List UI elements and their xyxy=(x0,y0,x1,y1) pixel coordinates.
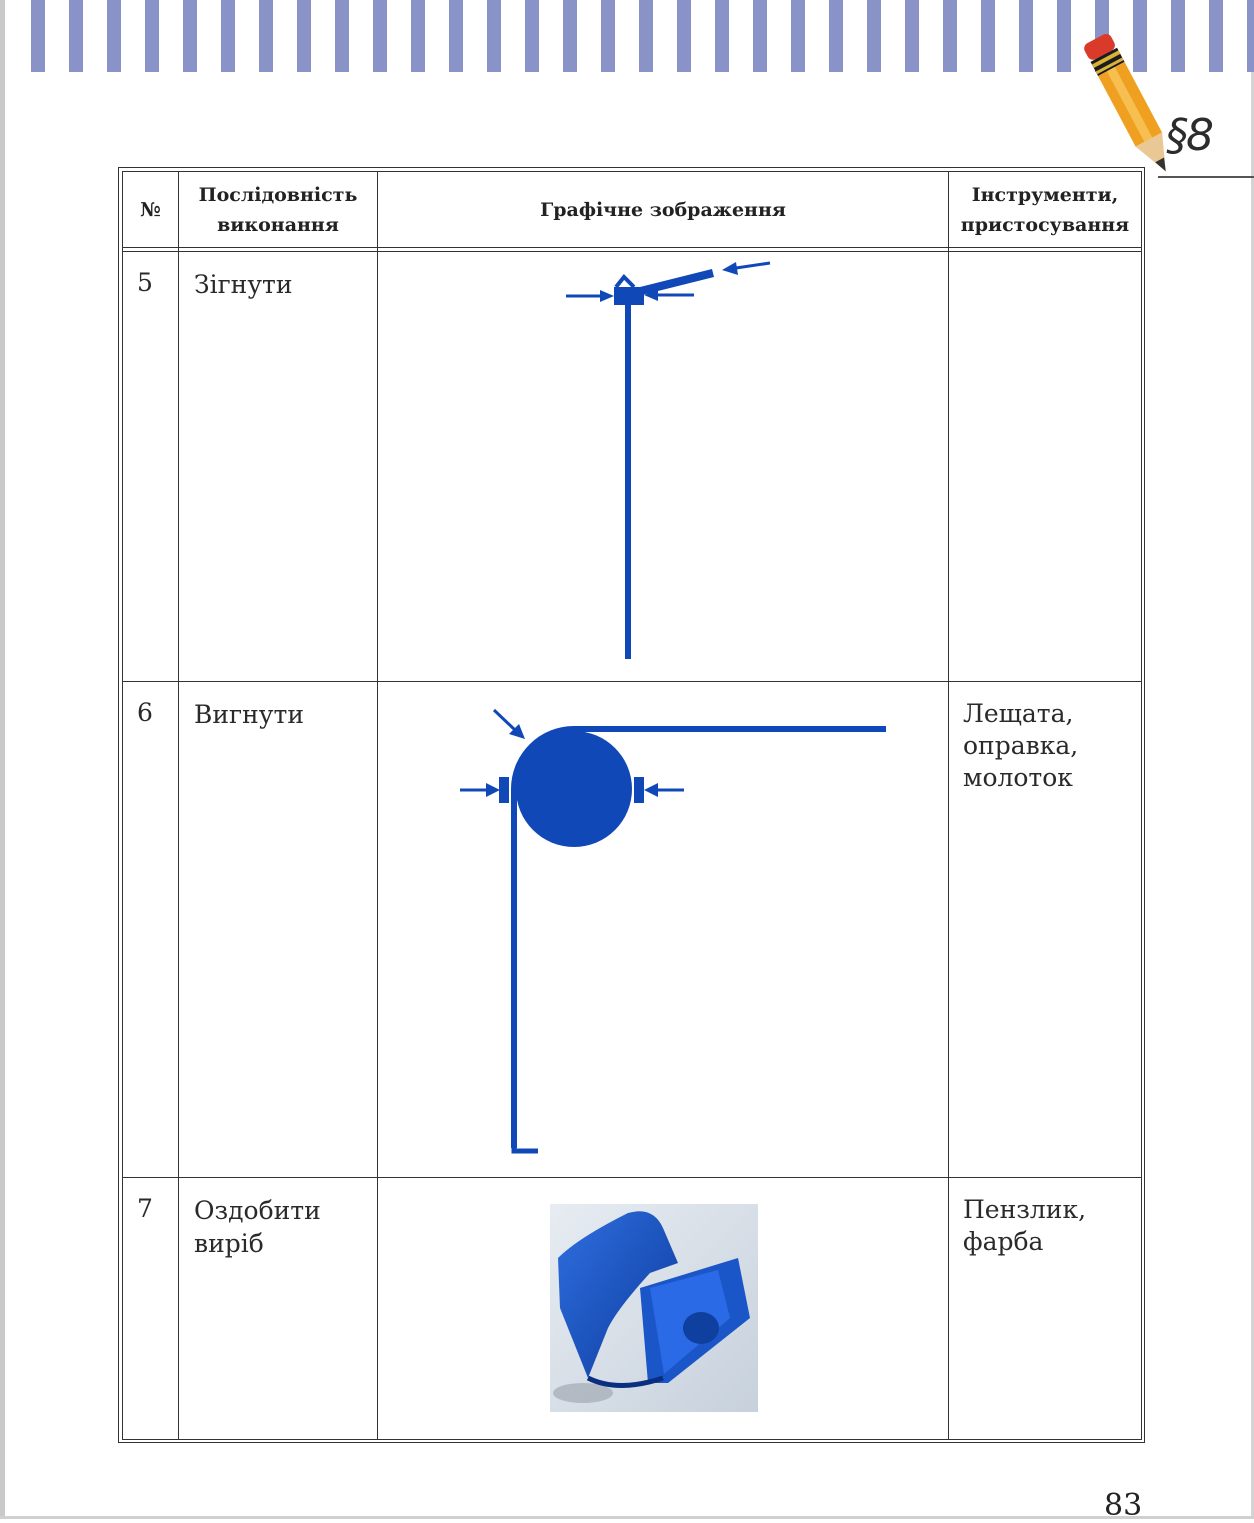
row-step-cell xyxy=(179,682,378,1178)
row-number: 7 xyxy=(137,1194,153,1223)
table-row xyxy=(123,682,1142,1178)
header-stripes xyxy=(31,0,1254,72)
row-number-cell xyxy=(123,252,179,682)
finished-product-photo xyxy=(378,1178,947,1438)
process-table xyxy=(122,171,1142,1440)
bend-diagram xyxy=(378,252,947,680)
row-step-cell xyxy=(179,252,378,682)
header-graphic: Графічне зображення xyxy=(378,172,949,248)
row-tools xyxy=(949,252,1141,268)
header-sequence xyxy=(179,172,378,248)
row-number: 6 xyxy=(137,698,153,727)
header-number: № xyxy=(123,172,179,248)
row-graphic-cell xyxy=(378,682,949,1178)
table-row xyxy=(123,1178,1142,1440)
header-sequence-text: Послідовність виконання xyxy=(198,183,358,236)
row-step-cell xyxy=(179,1178,378,1440)
row-step: Зігнути xyxy=(194,270,293,299)
row-step: Вигнути xyxy=(194,700,304,729)
row-number-cell xyxy=(123,682,179,1178)
row-step: Оздобити виріб xyxy=(194,1196,321,1258)
table-header-row xyxy=(123,172,1142,248)
section-mark: §8 xyxy=(1166,110,1212,161)
page-edge-left xyxy=(0,0,5,1519)
row-tools-cell xyxy=(949,682,1142,1178)
page-number: 83 xyxy=(1104,1488,1143,1523)
row-number-cell xyxy=(123,1178,179,1440)
header-tools-text: Інструменти, пристосування xyxy=(960,183,1130,236)
row-tools-cell xyxy=(949,252,1142,682)
row-graphic-cell xyxy=(378,1178,949,1440)
curve-bend-diagram xyxy=(378,682,947,1176)
section-rule xyxy=(1158,176,1254,178)
row-tools: Лещата, оправка, молоток xyxy=(963,699,1079,792)
header-tools xyxy=(949,172,1142,248)
row-graphic-cell xyxy=(378,252,949,682)
row-tools-cell xyxy=(949,1178,1142,1440)
row-tools: Пензлик, фарба xyxy=(963,1195,1087,1256)
table-row xyxy=(123,252,1142,682)
row-number: 5 xyxy=(137,268,153,297)
